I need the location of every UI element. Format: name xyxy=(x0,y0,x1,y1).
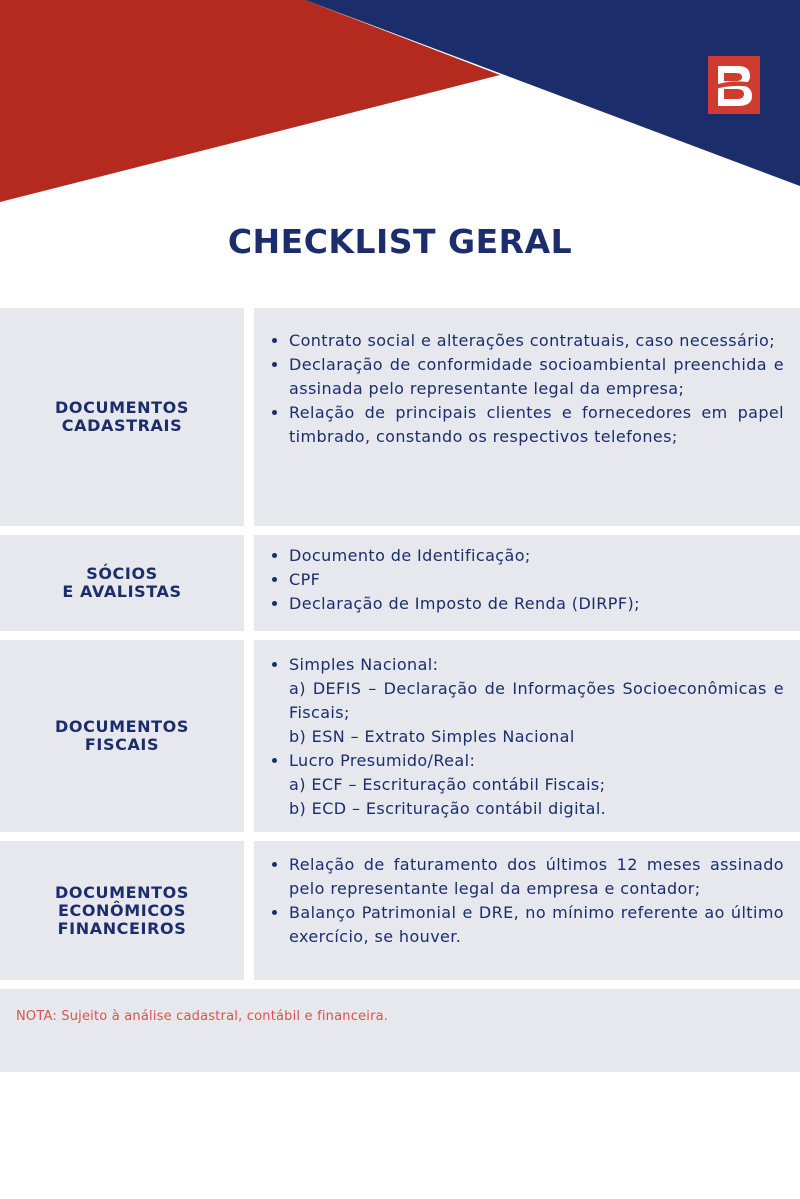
section-documentos-fiscais xyxy=(0,640,800,832)
note-text: NOTA: Sujeito à análise cadastral, contábil e financeira. xyxy=(16,1009,389,1024)
list-item: • Lucro Presumido/Real: xyxy=(289,749,784,773)
section-label: SÓCIOS E AVALISTAS xyxy=(0,535,244,631)
page-title: CHECKLIST GERAL xyxy=(227,222,573,261)
section-documentos-economicos-financeiros xyxy=(0,841,800,980)
checklist xyxy=(254,535,800,616)
section-content xyxy=(254,308,800,526)
section-label: DOCUMENTOS FISCAIS xyxy=(0,640,244,832)
list-item: • Relação de principais clientes e fornecedores em papel timbrado, constando os respectivos telefones; xyxy=(289,401,784,449)
list-item: • Relação de faturamento dos últimos 12 meses assinado pelo representante legal da empresa e contador; xyxy=(289,853,784,901)
list-item: • Documento de Identificação; xyxy=(289,544,784,568)
section-socios-avalistas xyxy=(0,535,800,631)
checklist xyxy=(254,841,800,949)
section-content xyxy=(254,841,800,980)
checklist xyxy=(254,640,800,821)
section-content xyxy=(254,535,800,631)
section-label: DOCUMENTOS CADASTRAIS xyxy=(0,308,244,526)
list-subitem: b) ECD – Escrituração contábil digital. xyxy=(289,799,607,818)
note-box xyxy=(0,989,800,1072)
checklist xyxy=(254,308,800,449)
section-label: DOCUMENTOS ECONÔMICOS FINANCEIROS xyxy=(0,841,244,980)
list-item: • Simples Nacional: xyxy=(289,653,784,677)
list-item: • CPF xyxy=(289,568,784,592)
list-subitem: b) ESN – Extrato Simples Nacional xyxy=(289,727,575,746)
list-item: • Declaração de Imposto de Renda (DIRPF); xyxy=(289,592,784,616)
list-subitem: a) ECF – Escrituração contábil Fiscais; xyxy=(289,775,606,794)
section-documentos-cadastrais xyxy=(0,308,800,526)
list-item: • Balanço Patrimonial e DRE, no mínimo referente ao último exercício, se houver. xyxy=(289,901,784,949)
list-item: • Contrato social e alterações contratuais, caso necessário; xyxy=(289,329,784,353)
header-banner xyxy=(0,0,800,210)
list-subitem: a) DEFIS – Declaração de Informações Socioeconômicas e Fiscais; xyxy=(289,679,784,722)
b-logo-icon xyxy=(708,56,760,114)
section-content xyxy=(254,640,800,832)
list-item: • Declaração de conformidade socioambiental preenchida e assinada pelo representante legal da empresa; xyxy=(289,353,784,401)
